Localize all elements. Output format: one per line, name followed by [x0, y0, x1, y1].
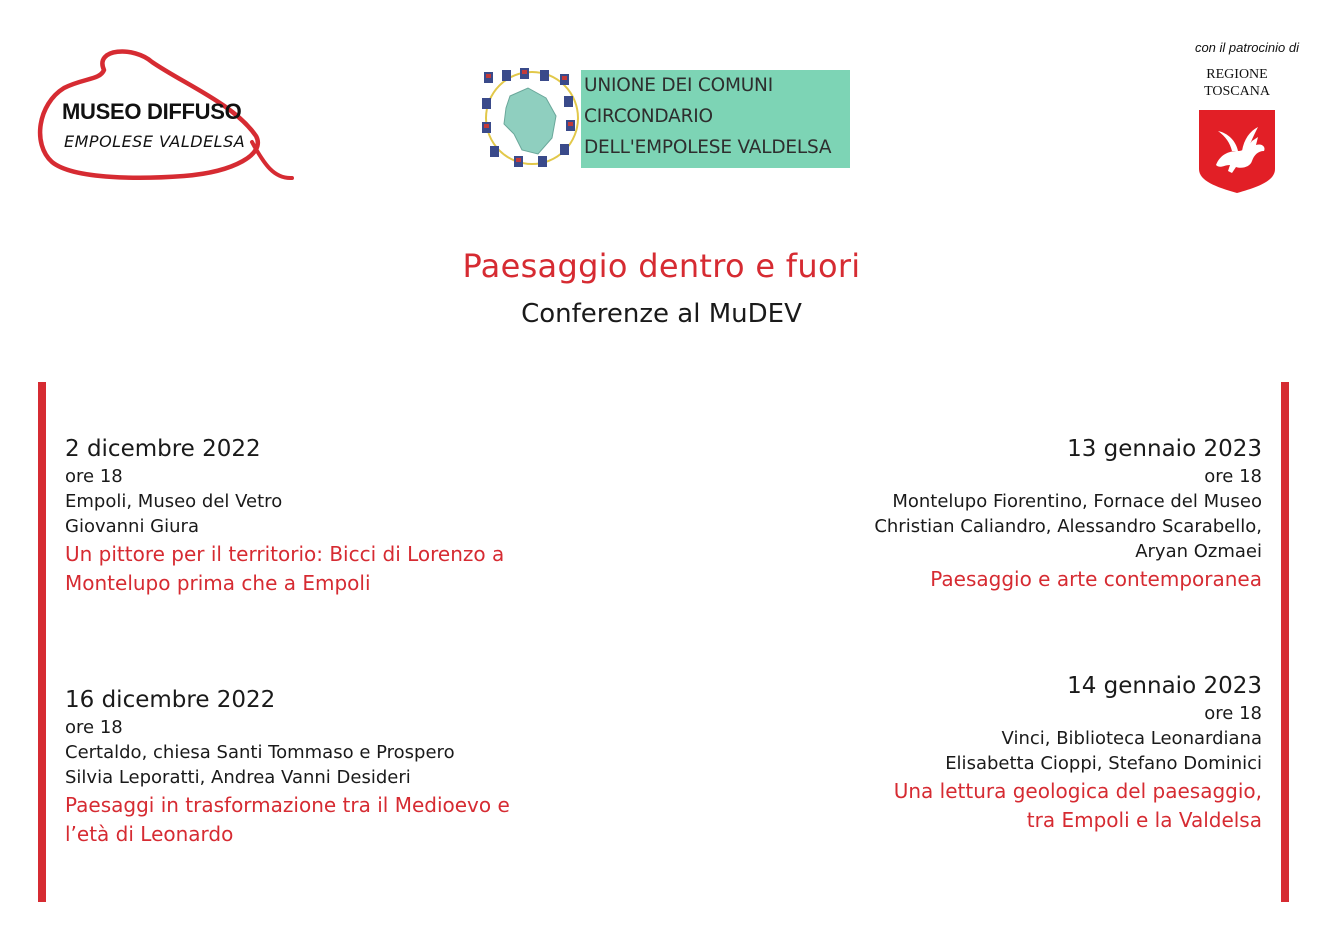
- event-talk-line: l’età di Leonardo: [65, 822, 234, 846]
- regione-line2: TOSCANA: [1204, 84, 1270, 99]
- right-accent-bar: [1281, 382, 1289, 902]
- event-speakers: Giovanni Giura: [65, 516, 199, 537]
- museo-logo-line2: EMPOLESE VALDELSA: [64, 132, 246, 151]
- event-card: [65, 686, 510, 849]
- regione-toscana-logo: [1192, 66, 1282, 194]
- event-place: Vinci, Biblioteca Leonardiana: [1001, 728, 1262, 749]
- event-talk-line: Montelupo prima che a Empoli: [65, 571, 371, 595]
- page-title: Paesaggio dentro e fuori: [462, 247, 861, 285]
- event-place: Empoli, Museo del Vetro: [65, 491, 283, 512]
- event-talk-line: Una lettura geologica del paesaggio,: [893, 779, 1262, 803]
- unione-text-box: [581, 70, 850, 168]
- event-speakers-line: Aryan Ozmaei: [1135, 541, 1262, 562]
- event-date: 2 dicembre 2022: [65, 436, 261, 462]
- page-subtitle: Conferenze al MuDEV: [521, 299, 802, 329]
- event-speakers: [874, 514, 1262, 564]
- circondario-map-icon: [480, 66, 580, 170]
- pegasus-shield-icon: [1192, 107, 1282, 197]
- event-talk-line: tra Empoli e la Valdelsa: [1026, 808, 1262, 832]
- event-card: [874, 435, 1262, 594]
- event-talk-line: Un pittore per il territorio: Bicci di Lorenzo a: [65, 542, 505, 566]
- event-talk-title: [874, 565, 1262, 594]
- event-card: [894, 672, 1262, 835]
- museo-logo-line1: MUSEO DIFFUSO: [62, 99, 242, 124]
- unione-line-3: DELL'EMPOLESE VALDELSA: [584, 137, 832, 158]
- unione-comuni-logo: [480, 66, 852, 170]
- event-speakers: Silvia Leporatti, Andrea Vanni Desideri: [65, 767, 411, 788]
- event-time: ore 18: [65, 717, 123, 738]
- unione-line-2: CIRCONDARIO: [584, 106, 713, 127]
- event-talk-title: [65, 791, 510, 849]
- event-date: 13 gennaio 2023: [1067, 436, 1262, 462]
- event-time: ore 18: [1204, 703, 1262, 724]
- event-date: 16 dicembre 2022: [65, 687, 276, 713]
- museo-diffuso-logo: [34, 44, 296, 194]
- event-talk-title: [894, 777, 1262, 835]
- event-time: ore 18: [1204, 466, 1262, 487]
- left-accent-bar: [38, 382, 46, 902]
- event-card: [65, 435, 504, 598]
- event-talk-line: Paesaggio e arte contemporanea: [930, 567, 1262, 591]
- event-place: Montelupo Fiorentino, Fornace del Museo: [892, 491, 1262, 512]
- event-talk-line: Paesaggi in trasformazione tra il Medioevo e: [65, 793, 510, 817]
- event-time: ore 18: [65, 466, 123, 487]
- unione-line-1: UNIONE DEI COMUNI: [584, 75, 773, 96]
- event-place: Certaldo, chiesa Santi Tommaso e Prospero: [65, 742, 455, 763]
- event-speakers-line: Christian Caliandro, Alessandro Scarabello,: [874, 516, 1262, 537]
- event-speakers: Elisabetta Cioppi, Stefano Dominici: [945, 753, 1262, 774]
- regione-line1: REGIONE: [1206, 67, 1268, 82]
- event-talk-title: [65, 540, 504, 598]
- event-date: 14 gennaio 2023: [1067, 673, 1262, 699]
- patrocinio-label: con il patrocinio di: [1194, 40, 1299, 55]
